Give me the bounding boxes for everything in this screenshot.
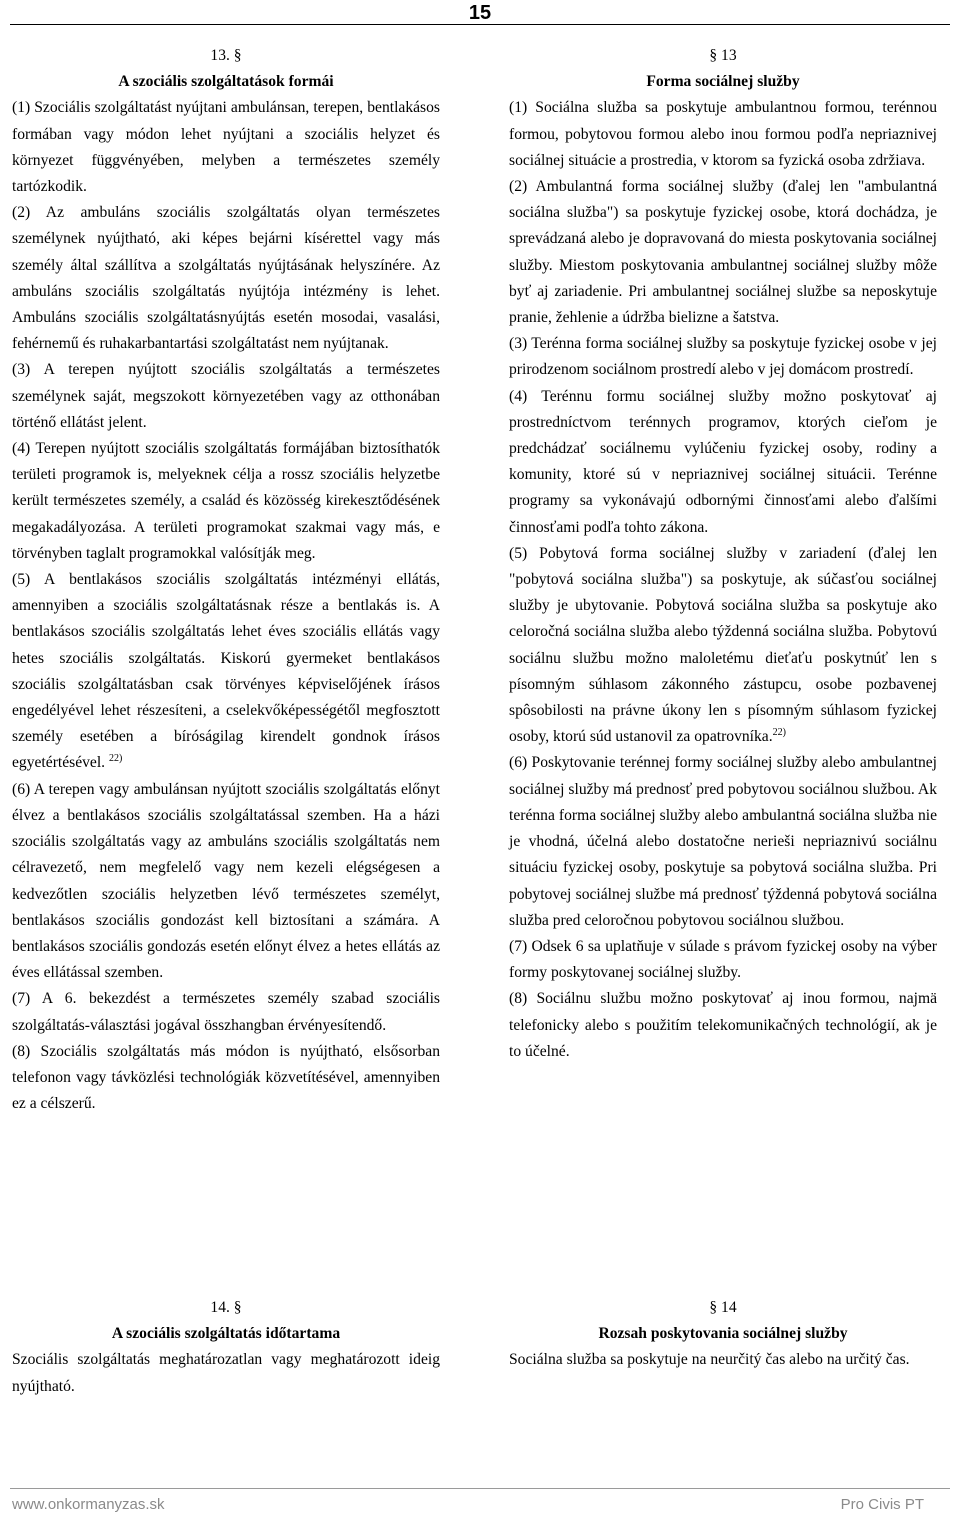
paragraph-4: (4) Terénnu formu sociálnej služby možno poskytovať aj prostredníctvom terénnych programov, ktorých cieľom je predchádzať sociálnemu vylúčeniu fyzickej osoby, rodiny a komunity, ktoré sú v nepriaznivej sociálnej situácii. Terénne programy sa vykonávajú odbornými činnosťami alebo ďalšími činnosťami podľa tohto zákona.	[509, 387, 937, 536]
section-14-hungarian	[12, 1295, 440, 1400]
paragraph-6: (6) A terepen vagy ambulánsan nyújtott szociális szolgáltatás előnyt élvez a bentlakásos szociális szolgáltatással szemben. Ha a házi szociális szolgáltatás vagy az ambuláns szociális szolgáltatás nem célravezető, nem megfelelő vagy nem kezeli elégségesen a kedvezőtlen szociális helyzetben lévő természetes személyt, bentlakásos szociális gondozást kell biztosítani a számára. A bentlakásos szociális gondozás esetén előnyt élvez a hetes ellátás az éves ellátással szemben.	[12, 780, 440, 982]
section-title: A szociális szolgáltatás időtartama	[111, 1325, 341, 1343]
footnote-reference: 22)	[772, 727, 786, 739]
section-13-slovak	[509, 43, 937, 1065]
top-rule	[10, 24, 950, 25]
paragraph-8: (8) Sociálnu službu možno poskytovať aj inou formou, najmä telefonicky alebo s použitím telekomunikačných technológií, ak je to účelné.	[509, 990, 937, 1060]
footer-website: www.onkormanyzas.sk	[12, 1496, 165, 1513]
paragraph-3: (3) A terepen nyújtott szociális szolgáltatás a természetes személynek saját, megszokott környezetében vagy az otthonában történő ellátást jelent.	[12, 361, 440, 431]
paragraph-5-text: (5) Pobytová forma sociálnej služby v zariadení (ďalej len "pobytová sociálna služba") sa poskytuje, ak súčasťou sociálnej služby je ubytovanie. Pobytová sociálna služba sa poskytuje ako celoročná sociálna služba alebo týždenná sociálna služba. Pobytovú sociálnu službu možno maloletému dieťaťu poskytnúť len s písomným súhlasom zákonného zástupcu, osobe pozbavenej spôsobilosti na právne úkony len s písomným súhlasom fyzickej osoby, ktorú súd ustanovil za opatrovníka.	[509, 544, 937, 746]
paragraph-3: (3) Terénna forma sociálnej služby sa poskytuje fyzickej osobe v jej prirodzenom sociálnom prostredí alebo v jej domácom prostredí.	[509, 335, 937, 379]
section-heading: § 14	[709, 1299, 737, 1316]
footer-rule	[10, 1488, 950, 1489]
paragraph: Szociális szolgáltatás meghatározatlan vagy meghatározott ideig nyújtható.	[12, 1351, 440, 1395]
paragraph-1: (1) Szociális szolgáltatást nyújtani ambulánsan, terepen, bentlakásos formában vagy módon lehet nyújtani a szociális helyzet és környezet függvényében, melyben a természetes személy tartózkodik.	[12, 99, 440, 196]
footnote-reference: 22)	[108, 753, 123, 765]
paragraph-7: (7) Odsek 6 sa uplatňuje v súlade s právom fyzickej osoby na výber formy poskytovanej sociálnej služby.	[509, 937, 937, 982]
paragraph: Sociálna služba sa poskytuje na neurčitý čas alebo na určitý čas.	[509, 1351, 910, 1369]
section-title: A szociális szolgáltatások formái	[118, 73, 334, 91]
paragraph-5	[509, 541, 937, 751]
section-heading: 13. §	[210, 47, 242, 64]
section-title: Rozsah poskytovania sociálnej služby	[598, 1325, 848, 1343]
paragraph-5-text: (5) A bentlakásos szociális szolgáltatás intézményi ellátás, amennyiben a szociális szolgáltatásnak része a bentlakás is. A bentlakásos szociális szolgáltatás lehet éves szociális ellátás vagy hetes szociális szolgáltatás. Kiskorú gyermeket bentlakásos szociális szolgáltatásban csak törvényes képviselőjének írásos engedélyével lehet részesíteni, a cselekvőképességétől megfosztott személy esetében a bíróságilag kirendelt gondnok írásos egyetértésével.	[12, 571, 440, 772]
paragraph-7: (7) A 6. bekezdést a természetes személy szabad szociális szolgáltatás-választási jogával összhangban érvényesítendő.	[12, 990, 440, 1034]
paragraph-6: (6) Poskytovanie terénnej formy sociálnej služby alebo ambulantnej sociálnej služby má prednosť pred pobytovou sociálnou službou. Ak terénna forma sociálnej služby alebo ambulantná sociálna služba nie je vhodná, účelná alebo dostatočne nerieši nepriaznivú sociálnu situáciu fyzickej osoby, poskytuje sa pobytová sociálna služba. Pri pobytovej sociálnej službe má prednosť týždenná pobytová sociálna služba pred celoročnou pobytovou sociálnou službou.	[509, 754, 937, 929]
paragraph-4: (4) Terepen nyújtott szociális szolgáltatás formájában biztosíthatók területi programok is, melyeknek célja a rossz szociális helyzetbe került természetes személy, a család és közösség kirekesztődésének megakadályozása. A területi programokat szakmai vagy más, e törvényben taglalt programokkal valósítják meg.	[12, 440, 440, 562]
paragraph-2: (2) Ambulantná forma sociálnej služby (ďalej len "ambulantná sociálna služba") sa poskytuje fyzickej osobe, ktorá dochádza, je sprevádzaná alebo je dopravovaná do miesta poskytovania sociálnej služby. Miestom poskytovania ambulantnej sociálnej služby môže byť aj zariadenie. Pri ambulantnej sociálnej službe sa neposkytuje pranie, žehlenie a údržba bielizne a šatstva.	[509, 178, 937, 327]
section-13-hungarian	[12, 43, 440, 1117]
section-heading: 14. §	[210, 1299, 242, 1316]
page-number: 15	[468, 2, 492, 24]
section-14-slovak	[509, 1295, 937, 1374]
section-heading: § 13	[709, 47, 737, 64]
section-title: Forma sociálnej služby	[646, 73, 800, 91]
footer-publisher: Pro Civis PT	[840, 1496, 924, 1513]
paragraph-5	[12, 567, 440, 777]
paragraph-2: (2) Az ambuláns szociális szolgáltatás olyan természetes személynek nyújtható, aki képes bejárni kísérettel vagy más személy által szállítva a szolgáltatás nyújtásának helyszínére. Az ambuláns szociális szolgáltatás nyújtója intézmény is lehet. Ambuláns szociális szolgáltatásnyújtás esetén mosodai, vasalási, fehérnemű és ruhakarbantartási szolgáltatást nem nyújtanak.	[12, 204, 440, 353]
paragraph-1: (1) Sociálna služba sa poskytuje ambulantnou formou, terénnou formou, pobytovou formou alebo inou formou podľa nepriaznivej sociálnej situácie a prostredia, v ktorom sa fyzická osoba zdržiava.	[509, 99, 937, 169]
paragraph-8: (8) Szociális szolgáltatás más módon is nyújtható, elsősorban telefonon vagy távközlési technológiák közvetítésével, amennyiben ez a célszerű.	[12, 1042, 440, 1113]
